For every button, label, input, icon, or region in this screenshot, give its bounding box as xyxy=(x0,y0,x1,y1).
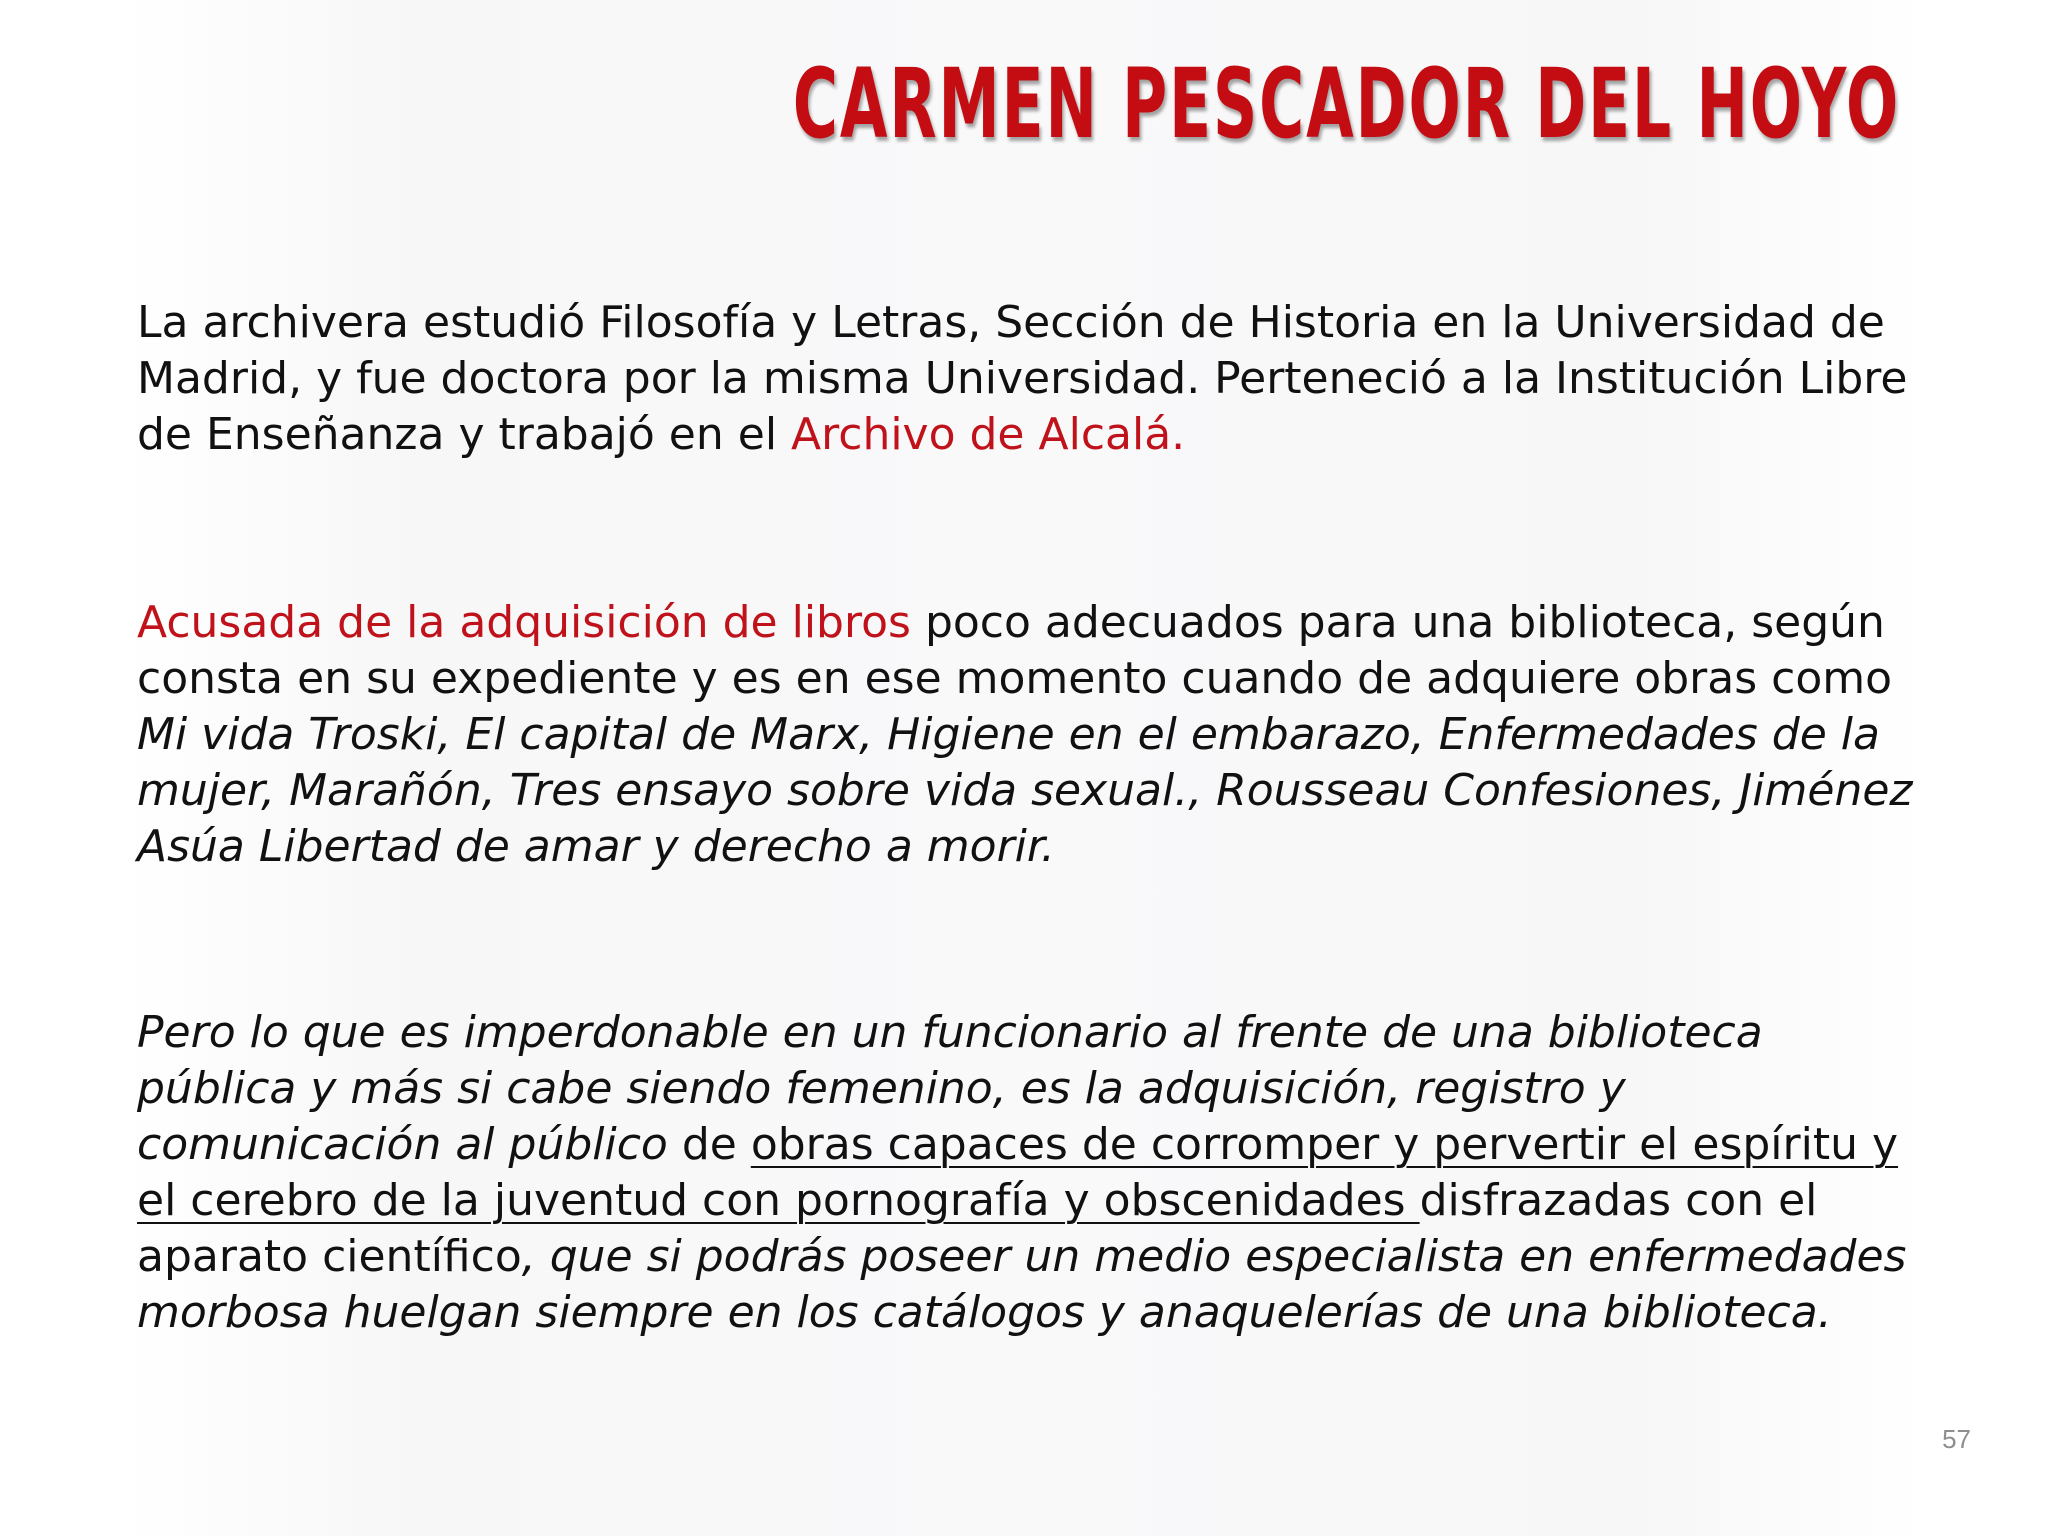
accusation-text: poco adecuados para una biblioteca, según consta en su expediente y es en ese momento cuando de adquiere obras como xyxy=(137,597,1893,704)
paragraph-education-text: La archivera estudió Filosofía y Letras, Sección de Historia en la Universidad de Madrid, y fue doctora por la misma Universidad. Perteneció a la Institución Libre de Enseñanza y trabajó en el xyxy=(137,297,1908,460)
paragraph-education xyxy=(137,295,1927,463)
book-list: Mi vida Troski, El capital de Marx, Higiene en el embarazo, Enfermedades de la mujer, Marañón, Tres ensayo sobre vida sexual., Rousseau Confesiones, Jiménez Asúa Libertad de amar y derecho a morir. xyxy=(137,709,1913,872)
quote-text-after: disfrazadas con el aparato científico xyxy=(137,1175,1818,1282)
quote-de: de xyxy=(667,1119,751,1170)
accusation-highlight: Acusada de la adquisición de libros xyxy=(137,597,911,648)
quote-italic-end: , que si podrás poseer un medio especialista en enfermedades morbosa huelgan siempre en los catálogos y anaquelerías de una biblioteca. xyxy=(137,1231,1907,1338)
paragraph-accusation xyxy=(137,595,1927,875)
page-number: 57 xyxy=(1942,1424,1971,1454)
quote-underlined: obras capaces de corromper y pervertir el espíritu y el cerebro de la juventud con pornografía y obscenidades xyxy=(137,1119,1899,1226)
archive-highlight: Archivo de Alcalá. xyxy=(791,409,1186,460)
quote-italic-start: Pero lo que es imperdonable en un funcionario al frente de una biblioteca pública y más si cabe siendo femenino, es la adquisición, registro y comunicación al público xyxy=(137,1007,1763,1170)
slide-title: CARMEN PESCADOR DEL HOYO xyxy=(792,48,1900,160)
paragraph-quote xyxy=(137,1005,1927,1341)
